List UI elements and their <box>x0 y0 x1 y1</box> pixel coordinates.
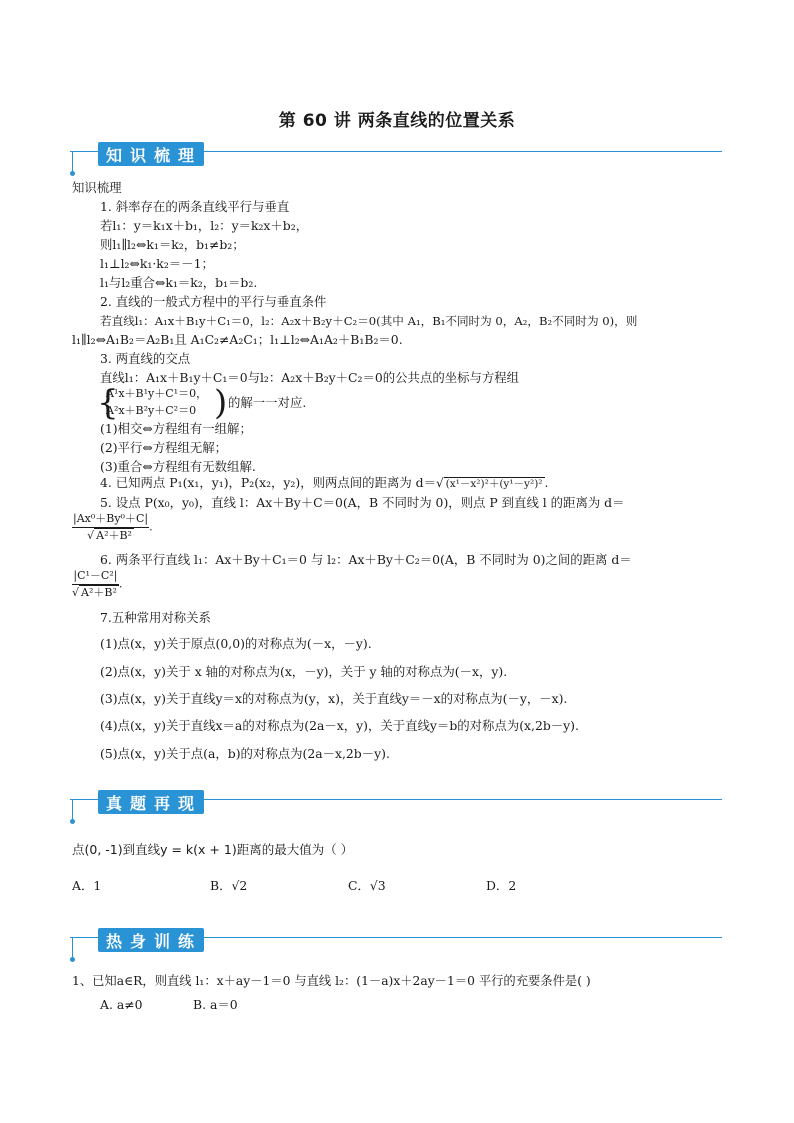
knowledge-p7d: (4)点(x，y)关于直线x＝a的对称点为(2a－x，y)，关于直线y＝b的对称点为(x,2b－y). <box>100 718 579 733</box>
knowledge-p7a: (1)点(x，y)关于原点(0,0)的对称点为(－x，－y). <box>100 636 372 651</box>
real-question: 点(0, -1)到直线y = k(x + 1)距离的最大值为（ ） <box>72 842 354 857</box>
knowledge-p2: 2. 直线的一般式方程中的平行与垂直条件 <box>100 294 327 309</box>
section-header-real <box>70 790 722 820</box>
knowledge-p2b: l₁∥l₂⇔A₁B₂＝A₂B₁且 A₁C₂≠A₂C₁；l₁⊥l₂⇔A₁A₂＋B₁B₂＝0. <box>72 332 403 347</box>
section-title: 真题再现 <box>105 794 202 813</box>
distance-radicand: (x¹－x²)²＋(y¹－y²)² <box>445 478 543 490</box>
system-eq1: A¹x＋B¹y＋C¹＝0， <box>106 387 208 400</box>
warmup-question: 1、已知a∈R，则直线 l₁：x＋ay－1＝0 与直线 l₂：(1－a)x＋2ay－1＝0 平行的充要条件是( ) <box>72 974 591 988</box>
section-header-knowledge <box>70 142 722 172</box>
page-title: 第 60 讲 两条直线的位置关系 <box>278 111 516 131</box>
decor-dot-icon <box>70 819 75 824</box>
parallel-distance-formula: $\frac{\text{|C¹－C²|}}{\text{√ A²＋B²}}$ . <box>72 569 123 599</box>
knowledge-p1: 1. 斜率存在的两条直线平行与垂直 <box>100 199 290 214</box>
section-title: 热身训练 <box>105 932 202 951</box>
system-tail: 的解一一对应. <box>228 395 307 410</box>
knowledge-p7c: (3)点(x，y)关于直线y＝x的对称点为(y，x)，关于直线y＝－x的对称点为(－y，－x). <box>100 691 568 706</box>
knowledge-p2a: 若直线l₁：A₁x＋B₁y＋C₁＝0，l₂：A₂x＋B₂y＋C₂＝0(其中 A₁，B₁不同时为 0，A₂，B₂不同时为 0)，则 <box>100 314 638 328</box>
brace-icon: { <box>97 383 119 423</box>
knowledge-p3c: (2)平行⇔方程组无解； <box>100 440 228 455</box>
knowledge-p7: 7.五种常用对称关系 <box>100 610 211 625</box>
knowledge-heading: 知识梳理 <box>72 180 122 195</box>
knowledge-p1a: 若l₁：y＝k₁x＋b₁，l₂：y＝k₂x＋b₂， <box>100 218 309 233</box>
system-eq2: A²x＋B²y＋C²＝0 <box>106 404 197 417</box>
knowledge-p7e: (5)点(x，y)关于点(a，b)的对称点为(2a－x,2b－y). <box>100 746 390 761</box>
knowledge-p1b: 则l₁∥l₂⇔k₁＝k₂，b₁≠b₂； <box>100 237 245 252</box>
decor-dot-icon <box>70 957 75 962</box>
real-option-d: D．2 <box>486 878 517 893</box>
knowledge-p3d: (3)重合⇔方程组有无数组解. <box>100 459 256 474</box>
real-option-a: A．1 <box>72 878 102 893</box>
knowledge-p1c: l₁⊥l₂⇔k₁·k₂＝－1； <box>100 256 214 271</box>
warmup-option-a: A. a≠0 <box>100 997 143 1012</box>
knowledge-p3b: (1)相交⇔方程组有一组解； <box>100 421 252 436</box>
section-header-warmup <box>70 928 722 958</box>
knowledge-p7b: (2)点(x，y)关于 x 轴的对称点为(x，－y)，关于 y 轴的对称点为(－x，y). <box>100 664 508 679</box>
knowledge-p4: 4. 已知两点 P₁(x₁，y₁)，P₂(x₂，y₂)，则两点间的距离为 d＝√ (x¹－x²)²＋(y¹－y²)² . <box>100 475 549 490</box>
right-paren-icon: ) <box>214 383 228 423</box>
knowledge-p6: 6. 两条平行直线 l₁：Ax＋By＋C₁＝0 与 l₂：Ax＋By＋C₂＝0(A，B 不同时为 0)之间的距离 d＝ <box>100 552 632 567</box>
real-option-c: C．√3 <box>348 878 386 893</box>
real-option-b: B．√2 <box>210 878 248 893</box>
knowledge-p3a: 直线l₁：A₁x＋B₁y＋C₁＝0与l₂：A₂x＋B₂y＋C₂＝0的公共点的坐标与方程组 <box>100 370 520 385</box>
point-line-formula: $\frac{\text{|Ax⁰＋By⁰＋C|}}{\text{√ A²＋B²}}$ . <box>73 512 153 542</box>
knowledge-p5: 5. 设点 P(x₀，y₀)，直线 l：Ax＋By＋C＝0(A，B 不同时为 0)，则点 P 到直线 l 的距离为 d＝ <box>100 495 625 510</box>
knowledge-p3: 3. 两直线的交点 <box>100 351 191 366</box>
section-title: 知识梳理 <box>105 146 202 165</box>
decor-dot-icon <box>70 171 75 176</box>
knowledge-p1d: l₁与l₂重合⇔k₁＝k₂，b₁＝b₂. <box>100 275 258 290</box>
warmup-option-b: B. a＝0 <box>193 997 238 1012</box>
